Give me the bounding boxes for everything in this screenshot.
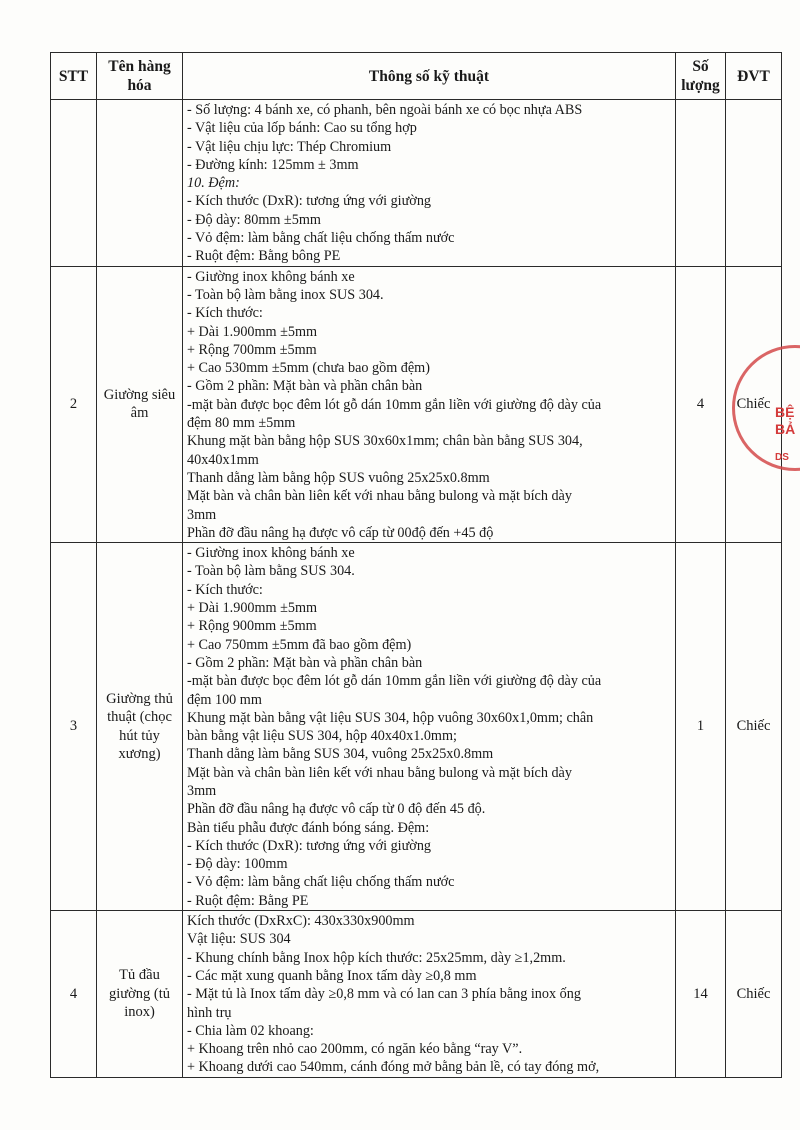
row-item-name: Tủ đầu giường (tủ inox)	[97, 911, 183, 1078]
row-spec	[183, 100, 676, 267]
row-item-name	[97, 100, 183, 267]
spec-line: - Giường inox không bánh xe	[187, 545, 355, 562]
spec-line: - Các mặt xung quanh bằng Inox tấm dày ≥0,8 mm	[187, 967, 477, 984]
spec-line: 3mm	[187, 506, 217, 523]
row-stt: 2	[51, 266, 97, 542]
spec-line: -mặt bàn được bọc đêm lót gỗ dán 10mm gắn liền với giường độ dày của	[187, 673, 602, 690]
header-stt: STT	[51, 53, 97, 100]
spec-line: - Khung chính bằng Inox hộp kích thước: 25x25mm, dày ≥1,2mm.	[187, 949, 566, 966]
header-unit: ĐVT	[726, 53, 782, 100]
row-stt: 3	[51, 543, 97, 911]
spec-line: - Vật liệu chịu lực: Thép Chromium	[187, 138, 392, 155]
row-stt	[51, 100, 97, 267]
row-unit: Chiếc	[726, 543, 782, 911]
spec-line: - Gồm 2 phần: Mặt bàn và phần chân bàn	[187, 378, 423, 395]
spec-line: - Kích thước:	[187, 581, 263, 598]
spec-line: bàn bằng vật liệu SUS 304, hộp 40x40x1.0mm;	[187, 728, 457, 745]
header-qty: Số lượng	[676, 53, 726, 100]
spec-line: - Gồm 2 phần: Mặt bàn và phần chân bàn	[187, 654, 423, 671]
row-quantity: 1	[676, 543, 726, 911]
spec-line: + Dài 1.900mm ±5mm	[187, 323, 318, 340]
spec-line: - Ruột đệm: Bằng bông PE	[187, 248, 341, 265]
spec-line: - Số lượng: 4 bánh xe, có phanh, bên ngoài bánh xe có bọc nhựa ABS	[187, 102, 583, 118]
spec-line: hình trụ	[187, 1004, 232, 1021]
spec-line: - Vỏ đệm: làm bằng chất liệu chống thấm nước	[187, 874, 455, 891]
row-quantity	[676, 100, 726, 267]
spec-line: 40x40x1mm	[187, 451, 259, 468]
spec-line: -mặt bàn được bọc đêm lót gỗ dán 10mm gắn liền với giường độ dày của	[187, 396, 602, 413]
stamp-fragment: BỆ	[775, 404, 795, 420]
spec-line: - Độ dày: 100mm	[187, 856, 288, 873]
row-item-name: Giường siêu âm	[97, 266, 183, 542]
spec-line: + Dài 1.900mm ±5mm	[187, 600, 318, 617]
table-row	[51, 100, 782, 267]
spec-line: Thanh dằng làm bằng hộp SUS vuông 25x25x0.8mm	[187, 469, 490, 486]
spec-line: Kích thước (DxRxC): 430x330x900mm	[187, 913, 415, 930]
spec-line: Vật liệu: SUS 304	[187, 931, 291, 948]
spec-line: - Vỏ đệm: làm bằng chất liệu chống thấm nước	[187, 230, 455, 247]
spec-line: đệm 80 mm ±5mm	[187, 415, 296, 432]
spec-line: Thanh dằng làm bằng SUS 304, vuông 25x25x0.8mm	[187, 746, 494, 763]
row-quantity: 14	[676, 911, 726, 1078]
row-quantity: 4	[676, 266, 726, 542]
row-spec	[183, 911, 676, 1078]
spec-line: - Đường kính: 125mm ± 3mm	[187, 156, 359, 173]
spec-line: 10. Đệm:	[187, 175, 240, 192]
row-spec	[183, 543, 676, 911]
stamp-fragment: DS	[775, 452, 789, 463]
row-spec	[183, 266, 676, 542]
spec-line: + Rộng 700mm ±5mm	[187, 341, 317, 358]
table-row	[51, 266, 782, 542]
spec-line: - Mặt tủ là Inox tấm dày ≥0,8 mm và có lan can 3 phía bằng inox ống	[187, 986, 581, 1003]
row-stt: 4	[51, 911, 97, 1078]
row-unit: Chiếc	[726, 266, 782, 542]
spec-line: - Kích thước (DxR): tương ứng với giường	[187, 193, 432, 210]
spec-line: - Kích thước (DxR): tương ứng với giường	[187, 837, 432, 854]
header-spec: Thông số kỹ thuật	[183, 53, 676, 100]
spec-line: Khung mặt bàn bằng hộp SUS 30x60x1mm; chân bàn bằng SUS 304,	[187, 433, 583, 450]
spec-line: Phần đỡ đầu nâng hạ được vô cấp từ 00độ đến +45 độ	[187, 524, 494, 541]
spec-line: - Độ dày: 80mm ±5mm	[187, 211, 321, 228]
spec-line: - Toàn bộ làm bằng SUS 304.	[187, 563, 355, 580]
spec-line: - Toàn bộ làm bằng inox SUS 304.	[187, 286, 384, 303]
spec-line: + Cao 530mm ±5mm (chưa bao gồm đệm)	[187, 360, 430, 377]
spec-line: - Giường inox không bánh xe	[187, 268, 355, 285]
spec-line: Mặt bàn và chân bàn liên kết với nhau bằng bulong và mặt bích dày	[187, 764, 572, 781]
spec-line: 3mm	[187, 782, 217, 799]
row-unit	[726, 100, 782, 267]
table-row	[51, 543, 782, 911]
spec-line: Mặt bàn và chân bàn liên kết với nhau bằng bulong và mặt bích dày	[187, 488, 572, 505]
spec-line: + Khoang trên nhỏ cao 200mm, có ngăn kéo bằng “ray V”.	[187, 1041, 523, 1058]
spec-line: - Chia làm 02 khoang:	[187, 1022, 314, 1039]
row-unit: Chiếc	[726, 911, 782, 1078]
spec-line: - Ruột đệm: Bằng PE	[187, 892, 309, 909]
spec-line: Khung mặt bàn bằng vật liệu SUS 304, hộp vuông 30x60x1,0mm; chân	[187, 709, 594, 726]
spec-line: đệm 100 mm	[187, 691, 262, 708]
spec-line: - Kích thước:	[187, 305, 263, 322]
header-name: Tên hàng hóa	[97, 53, 183, 100]
stamp-fragment: BẢ	[775, 421, 796, 437]
table-header-row	[51, 53, 782, 100]
spec-line: Bàn tiểu phẫu được đánh bóng sáng. Đệm:	[187, 819, 430, 836]
row-item-name: Giường thủ thuật (chọc hút tủy xương)	[97, 543, 183, 911]
spec-line: Phần đỡ đầu nâng hạ được vô cấp từ 0 độ đến 45 độ.	[187, 801, 486, 818]
table-row	[51, 911, 782, 1078]
equipment-spec-table	[50, 52, 782, 1078]
spec-line: + Rộng 900mm ±5mm	[187, 618, 317, 635]
spec-line: + Khoang dưới cao 540mm, cánh đóng mở bằng bản lề, có tay đóng mở,	[187, 1059, 600, 1076]
spec-line: - Vật liệu của lốp bánh: Cao su tổng hợp	[187, 120, 417, 137]
spec-line: + Cao 750mm ±5mm đã bao gồm đệm)	[187, 636, 412, 653]
